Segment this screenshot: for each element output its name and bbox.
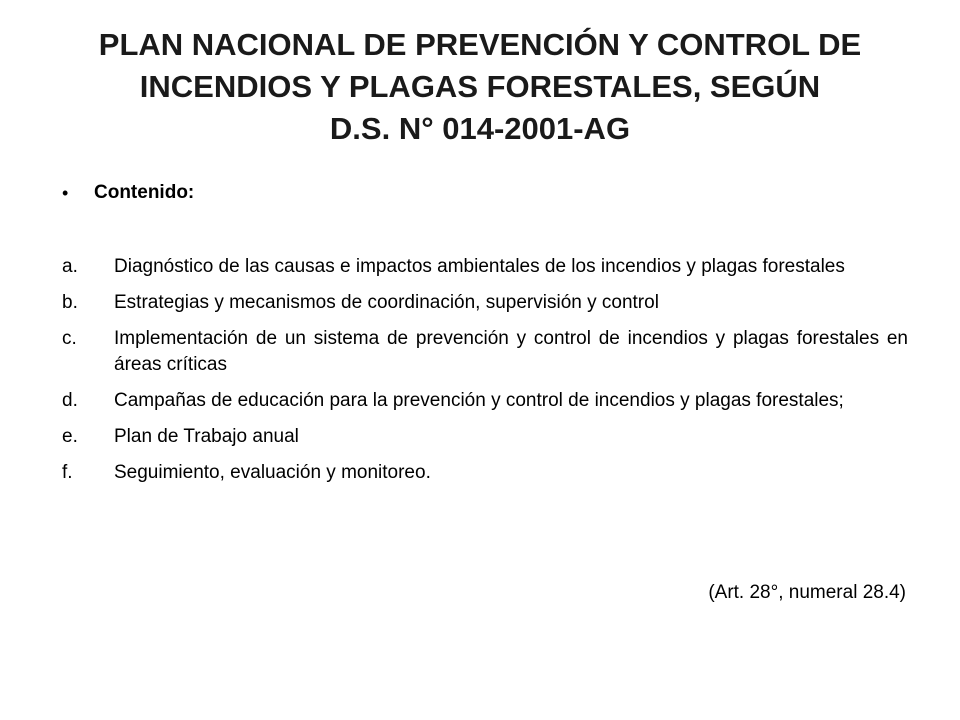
- list-item-text: Seguimiento, evaluación y monitoreo.: [114, 462, 431, 483]
- list-item-text: Campañas de educación para la prevención y control de incendios y plagas forestales;: [114, 390, 844, 411]
- list-item-text: Implementación de un sistema de prevención y control de incendios y plagas forestales en áreas críticas: [114, 328, 908, 375]
- list-item-letter: a.: [62, 256, 78, 277]
- list-item-letter: e.: [62, 426, 78, 447]
- list-item-letter: d.: [62, 390, 78, 411]
- list-item-letter: c.: [62, 328, 77, 349]
- bullet-icon: •: [62, 183, 69, 203]
- title-line-2: INCENDIOS Y PLAGAS FORESTALES, SEGÚN: [139, 69, 821, 104]
- list-item-text: Estrategias y mecanismos de coordinación, supervisión y control: [114, 292, 659, 313]
- list-item-letter: b.: [62, 292, 78, 313]
- slide-title: [60, 24, 900, 150]
- title-line-3: D.S. N° 014-2001-AG: [329, 111, 631, 146]
- list-item: [62, 388, 908, 414]
- title-line-1: PLAN NACIONAL DE PREVENCIÓN Y CONTROL DE: [98, 27, 862, 62]
- list-item: [62, 424, 908, 450]
- content-list: [62, 254, 908, 496]
- list-item: [62, 460, 908, 486]
- citation: (Art. 28°, numeral 28.4): [708, 582, 906, 603]
- list-item: [62, 254, 908, 280]
- list-item: [62, 326, 908, 378]
- bullet-label: Contenido:: [94, 182, 195, 203]
- list-item-letter: f.: [62, 462, 73, 483]
- list-item-text: Plan de Trabajo anual: [114, 426, 299, 447]
- list-item-text: Diagnóstico de las causas e impactos ambientales de los incendios y plagas forestales: [114, 256, 845, 277]
- content-bullet: [62, 178, 882, 208]
- list-item: [62, 290, 908, 316]
